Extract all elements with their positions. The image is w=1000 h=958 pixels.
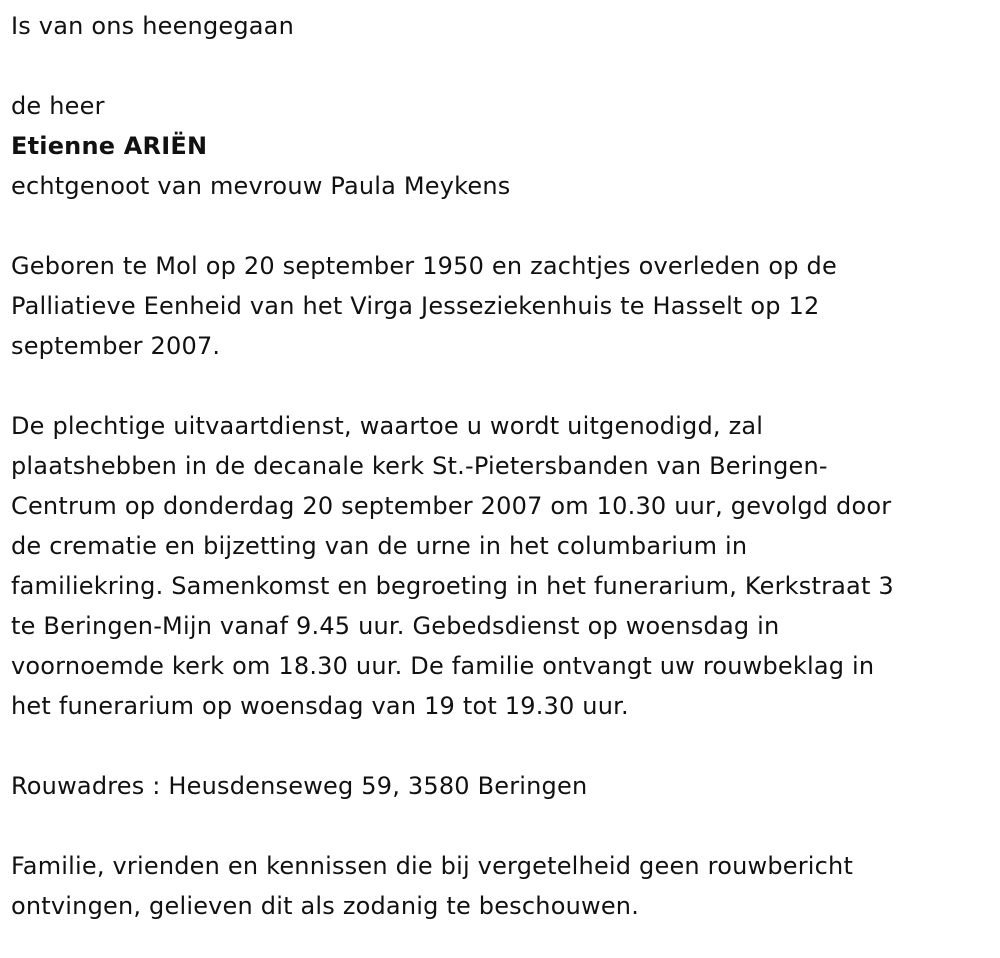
paragraph-line: het funerarium op woensdag van 19 tot 19.30 uur. bbox=[11, 692, 629, 720]
paragraph-line: de crematie en bijzetting van de urne in het columbarium in bbox=[11, 532, 748, 560]
salutation: de heer bbox=[11, 92, 105, 120]
funeral-service-paragraph bbox=[11, 406, 986, 726]
birth-death-paragraph bbox=[11, 246, 986, 366]
paragraph-line: ontvingen, gelieven dit als zodanig te beschouwen. bbox=[11, 892, 640, 920]
spacer bbox=[11, 46, 986, 86]
paragraph-line: De plechtige uitvaartdienst, waartoe u wordt uitgenodigd, zal bbox=[11, 412, 764, 440]
paragraph-line: Centrum op donderdag 20 september 2007 om 10.30 uur, gevolgd door bbox=[11, 492, 892, 520]
paragraph-line: familiekring. Samenkomst en begroeting in het funerarium, Kerkstraat 3 bbox=[11, 572, 894, 600]
paragraph-line: Geboren te Mol op 20 september 1950 en zachtjes overleden op de bbox=[11, 252, 837, 280]
paragraph-line: voornoemde kerk om 18.30 uur. De familie ontvangt uw rouwbeklag in bbox=[11, 652, 875, 680]
paragraph-line: Palliatieve Eenheid van het Virga Jesseziekenhuis te Hasselt op 12 bbox=[11, 292, 820, 320]
spacer bbox=[11, 726, 986, 766]
paragraph-line: september 2007. bbox=[11, 332, 221, 360]
paragraph-line: te Beringen-Mijn vanaf 9.45 uur. Gebedsdienst op woensdag in bbox=[11, 612, 780, 640]
spacer bbox=[11, 366, 986, 406]
obituary-notice bbox=[11, 0, 986, 926]
spacer bbox=[11, 806, 986, 846]
closing-paragraph bbox=[11, 846, 986, 926]
spacer bbox=[11, 206, 986, 246]
intro-line: Is van ons heengegaan bbox=[11, 12, 295, 40]
paragraph-line: Familie, vrienden en kennissen die bij vergetelheid geen rouwbericht bbox=[11, 852, 854, 880]
spouse-line: echtgenoot van mevrouw Paula Meykens bbox=[11, 172, 511, 200]
mourning-address: Rouwadres : Heusdenseweg 59, 3580 Beringen bbox=[11, 772, 588, 800]
paragraph-line: plaatshebben in de decanale kerk St.-Pietersbanden van Beringen- bbox=[11, 452, 828, 480]
deceased-name: Etienne ARIËN bbox=[11, 132, 208, 160]
